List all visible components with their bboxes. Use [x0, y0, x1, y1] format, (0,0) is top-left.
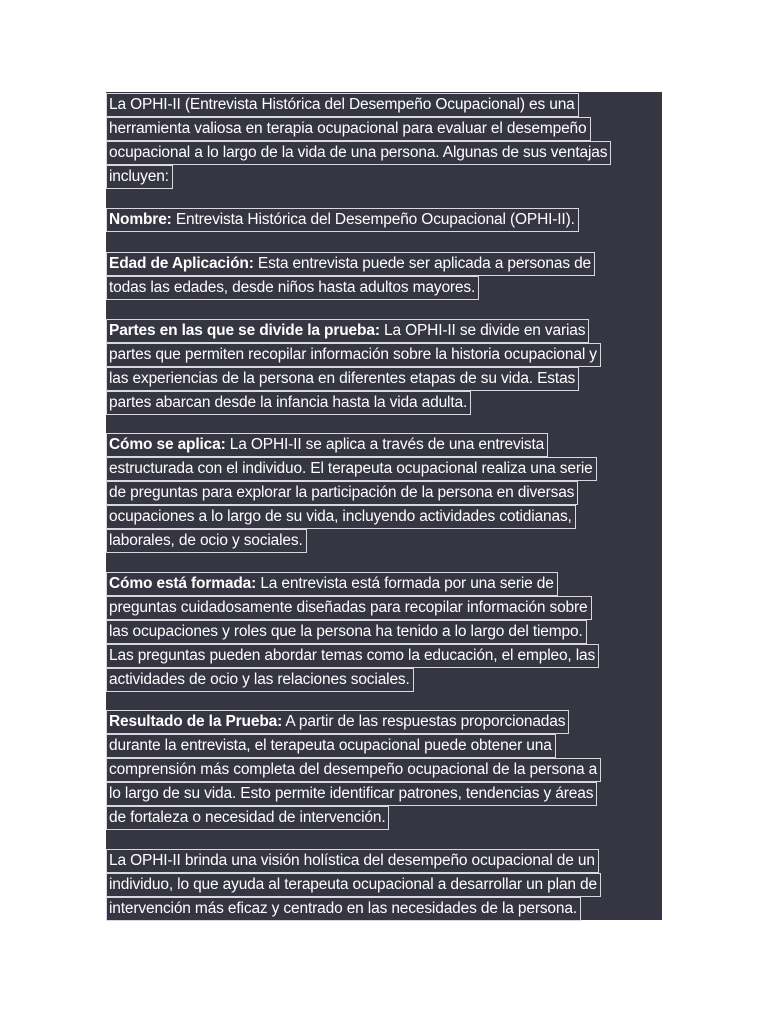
paragraph-intro	[106, 93, 611, 189]
text-line: durante la entrevista, el terapeuta ocupacional puede obtener una	[106, 734, 556, 758]
text-line: ocupaciones a lo largo de su vida, incluyendo actividades cotidianas,	[106, 505, 576, 529]
text-line: intervención más eficaz y centrado en las necesidades de la persona.	[106, 897, 581, 921]
text-line: incluyen:	[106, 165, 173, 189]
text-line: lo largo de su vida. Esto permite identificar patrones, tendencias y áreas	[106, 782, 597, 806]
text-line: Partes en las que se divide la prueba: La OPHI-II se divide en varias	[106, 319, 589, 343]
text-line: La OPHI-II (Entrevista Histórica del Desempeño Ocupacional) es una	[106, 93, 579, 117]
paragraph-nombre	[106, 208, 579, 232]
text-line: todas las edades, desde niños hasta adultos mayores.	[106, 276, 479, 300]
text-line: Cómo se aplica: La OPHI-II se aplica a través de una entrevista	[106, 433, 548, 457]
text-line: de fortaleza o necesidad de intervención.	[106, 806, 389, 830]
paragraph-partes	[106, 319, 601, 415]
text-line: partes que permiten recopilar información sobre la historia ocupacional y	[106, 343, 601, 367]
paragraph-como-se-aplica	[106, 433, 597, 553]
text-line: partes abarcan desde la infancia hasta la vida adulta.	[106, 391, 471, 415]
paragraph-edad	[106, 252, 595, 300]
text-line: estructurada con el individuo. El terapeuta ocupacional realiza una serie	[106, 457, 597, 481]
text-line: herramienta valiosa en terapia ocupacional para evaluar el desempeño	[106, 117, 591, 141]
text-line: preguntas cuidadosamente diseñadas para recopilar información sobre	[106, 596, 592, 620]
paragraph-como-esta-formada	[106, 572, 599, 692]
text-line: Cómo está formada: La entrevista está formada por una serie de	[106, 572, 558, 596]
text-line: las experiencias de la persona en diferentes etapas de su vida. Estas	[106, 367, 579, 391]
text-line: individuo, lo que ayuda al terapeuta ocupacional a desarrollar un plan de	[106, 873, 601, 897]
text-line: comprensión más completa del desempeño ocupacional de la persona a	[106, 758, 601, 782]
text-line: las ocupaciones y roles que la persona ha tenido a lo largo del tiempo.	[106, 620, 587, 644]
text-line: Edad de Aplicación: Esta entrevista puede ser aplicada a personas de	[106, 252, 595, 276]
text-line: Resultado de la Prueba: A partir de las respuestas proporcionadas	[106, 710, 569, 734]
text-line: La OPHI-II brinda una visión holística del desempeño ocupacional de un	[106, 849, 599, 873]
text-line: ocupacional a lo largo de la vida de una persona. Algunas de sus ventajas	[106, 141, 611, 165]
text-line: de preguntas para explorar la participación de la persona en diversas	[106, 481, 578, 505]
text-line: laborales, de ocio y sociales.	[106, 529, 307, 553]
text-line: actividades de ocio y las relaciones sociales.	[106, 668, 414, 692]
text-line: Nombre: Entrevista Histórica del Desempeño Ocupacional (OPHI-II).	[106, 208, 579, 232]
paragraph-resultado	[106, 710, 601, 830]
paragraph-conclusion	[106, 849, 601, 921]
text-line: Las preguntas pueden abordar temas como la educación, el empleo, las	[106, 644, 599, 668]
